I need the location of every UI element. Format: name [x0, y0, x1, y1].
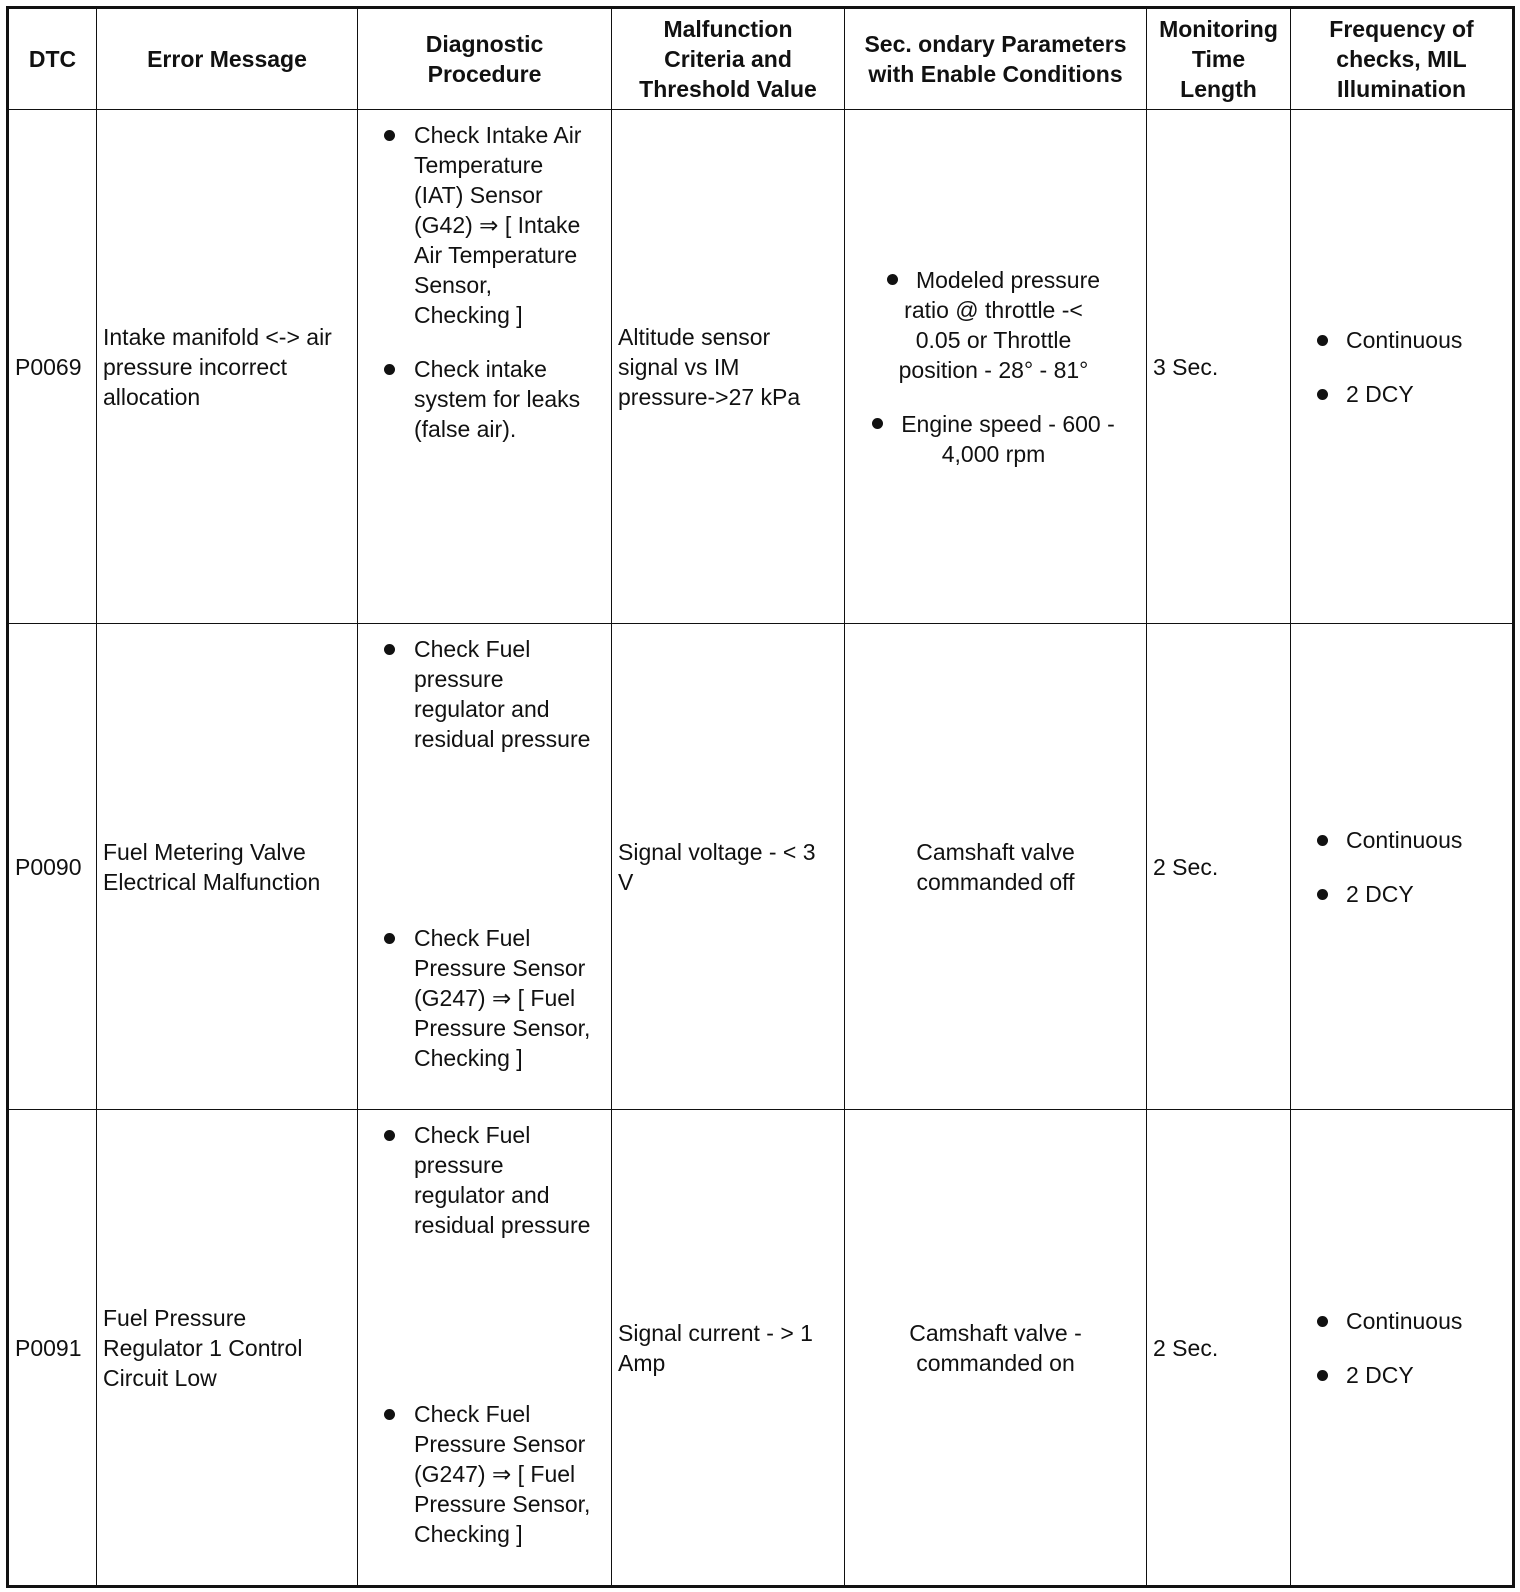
bullet-icon [1317, 889, 1328, 900]
diagnostic-step: Check Fuel pressure regulator and residual pressure [358, 1120, 611, 1240]
bullet-icon [887, 274, 898, 285]
secondary-condition: Modeled pressure ratio @ throttle -< 0.05 or Throttle position - 28° - 81° [853, 265, 1138, 385]
monitoring-time: 2 Sec. [1147, 1110, 1291, 1587]
dtc-code: P0069 [8, 110, 97, 624]
header-malfunction-criteria: Malfunction Criteria and Threshold Value [612, 8, 845, 110]
diagnostic-procedure [358, 624, 612, 1110]
bullet-icon [384, 1130, 395, 1141]
error-message: Fuel Metering Valve Electrical Malfunction [97, 624, 358, 1110]
bullet-icon [1317, 335, 1328, 346]
table-row [8, 1110, 1514, 1587]
monitoring-time: 2 Sec. [1147, 624, 1291, 1110]
bullet-icon [1317, 835, 1328, 846]
secondary-parameters: Camshaft valve commanded off [845, 624, 1147, 1110]
error-message: Intake manifold <-> air pressure incorrect allocation [97, 110, 358, 624]
bullet-icon [384, 130, 395, 141]
bullet-icon [1317, 389, 1328, 400]
header-dtc: DTC [8, 8, 97, 110]
bullet-icon [1317, 1316, 1328, 1327]
diagnostic-step-list [358, 923, 611, 1073]
frequency-item: 2 DCY [1291, 1360, 1512, 1390]
diagnostic-step: Check Intake Air Temperature (IAT) Sensor (G42) ⇒ [ Intake Air Temperature Sensor, Checking ] [358, 120, 611, 330]
frequency-mil [1291, 110, 1514, 624]
dtc-table [6, 6, 1515, 1588]
header-secondary-parameters: Sec. ondary Parameters with Enable Conditions [845, 8, 1147, 110]
monitoring-time: 3 Sec. [1147, 110, 1291, 624]
bullet-icon [384, 1409, 395, 1420]
dtc-code: P0090 [8, 624, 97, 1110]
diagnostic-step: Check Fuel Pressure Sensor (G247) ⇒ [ Fuel Pressure Sensor, Checking ] [358, 923, 611, 1073]
header-row [8, 8, 1514, 110]
header-error-message: Error Message [97, 8, 358, 110]
bullet-icon [872, 418, 883, 429]
diagnostic-step-list [358, 1120, 611, 1240]
diagnostic-step: Check Fuel pressure regulator and residual pressure [358, 634, 611, 754]
diagnostic-step: Check intake system for leaks (false air). [358, 354, 611, 444]
frequency-item: Continuous [1291, 825, 1512, 855]
malfunction-criteria: Altitude sensor signal vs IM pressure->27 kPa [612, 110, 845, 624]
header-diagnostic-procedure: Diagnostic Procedure [358, 8, 612, 110]
bullet-icon [384, 933, 395, 944]
frequency-item: 2 DCY [1291, 879, 1512, 909]
dtc-code: P0091 [8, 1110, 97, 1587]
frequency-mil [1291, 1110, 1514, 1587]
diagnostic-step-list [358, 1399, 611, 1549]
secondary-parameters [845, 110, 1147, 624]
diagnostic-step-list [358, 110, 611, 330]
secondary-parameters: Camshaft valve - commanded on [845, 1110, 1147, 1587]
frequency-item: 2 DCY [1291, 379, 1512, 409]
table-row [8, 624, 1514, 1110]
malfunction-criteria: Signal voltage - < 3 V [612, 624, 845, 1110]
bullet-icon [384, 644, 395, 655]
frequency-item: Continuous [1291, 325, 1512, 355]
bullet-icon [384, 364, 395, 375]
diagnostic-procedure [358, 110, 612, 624]
malfunction-criteria: Signal current - > 1 Amp [612, 1110, 845, 1587]
diagnostic-step-list [358, 634, 611, 754]
diagnostic-step: Check Fuel Pressure Sensor (G247) ⇒ [ Fuel Pressure Sensor, Checking ] [358, 1399, 611, 1549]
frequency-item: Continuous [1291, 1306, 1512, 1336]
diagnostic-step-list [358, 354, 611, 444]
frequency-mil [1291, 624, 1514, 1110]
error-message: Fuel Pressure Regulator 1 Control Circuit Low [97, 1110, 358, 1587]
header-monitoring-time: Monitoring Time Length [1147, 8, 1291, 110]
diagnostic-procedure [358, 1110, 612, 1587]
header-frequency: Frequency of checks, MIL Illumination [1291, 8, 1514, 110]
table-row [8, 110, 1514, 624]
bullet-icon [1317, 1370, 1328, 1381]
secondary-condition: Engine speed - 600 - 4,000 rpm [853, 409, 1138, 469]
